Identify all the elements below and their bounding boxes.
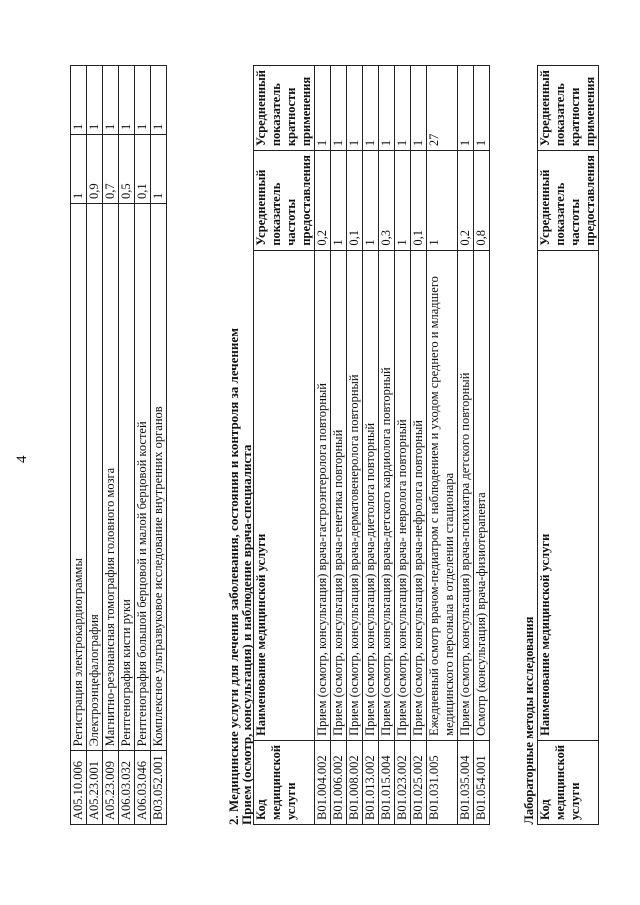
service-name: Прием (осмотр, консультация) врача-нефролога повторный (411, 250, 427, 740)
service-name: Прием (осмотр, консультация) врача- невролога повторный (395, 250, 411, 740)
page-number: 4 (14, 455, 30, 463)
frequency-value: 1 (331, 151, 347, 251)
frequency-value: 1 (427, 151, 458, 251)
table-row (331, 66, 347, 825)
service-code: A05.23.009 (103, 751, 119, 825)
frequency-value: 0,7 (103, 135, 119, 204)
multiplicity-value: 27 (427, 66, 458, 151)
frequency-value: 0,3 (379, 151, 395, 251)
service-code: B01.025.002 (411, 740, 427, 824)
multiplicity-value: 1 (395, 66, 411, 151)
header-frequency: Усредненный показатель частоты предоставления (538, 151, 599, 251)
service-name: Прием (осмотр, консультация) врача-психиатра детского повторный (458, 250, 474, 740)
header-code: Код медицинской услуги (538, 740, 599, 824)
header-name: Наименование медицинской услуги (538, 250, 599, 740)
frequency-value: 0,1 (347, 151, 363, 251)
multiplicity-value: 1 (135, 66, 151, 135)
table-row (103, 66, 119, 825)
service-name: Прием (осмотр, консультация) врача-детского кардиолога повторный (379, 250, 395, 740)
service-name: Регистрация электрокардиограммы (71, 204, 87, 751)
multiplicity-value: 1 (458, 66, 474, 151)
service-code: B01.004.002 (315, 740, 331, 824)
frequency-value: 1 (71, 135, 87, 204)
service-code: B01.008.002 (347, 740, 363, 824)
service-code: A05.23.001 (87, 751, 103, 825)
table-row (427, 66, 458, 825)
service-name: Прием (осмотр, консультация) врача-генетика повторный (331, 250, 347, 740)
table-row (395, 66, 411, 825)
service-code: B01.031.005 (427, 740, 458, 824)
service-name: Рентгенография кисти руки (119, 204, 135, 751)
table-row (363, 66, 379, 825)
multiplicity-value: 1 (331, 66, 347, 151)
service-code: B03.052.001 (151, 751, 167, 825)
service-code: B01.015.004 (379, 740, 395, 824)
service-code: A06.03.046 (135, 751, 151, 825)
multiplicity-value: 1 (379, 66, 395, 151)
service-name: Прием (осмотр, консультация) врача-дерматовенеролога повторный (347, 250, 363, 740)
multiplicity-value: 1 (119, 66, 135, 135)
section-3-subtitle: Лабораторные методы исследования (522, 616, 536, 825)
diagnostics-table-continued (70, 65, 167, 825)
frequency-value: 0,2 (315, 151, 331, 251)
multiplicity-value: 1 (474, 66, 490, 151)
laboratory-methods-table (522, 65, 599, 825)
multiplicity-value: 1 (315, 66, 331, 151)
header-multiplicity: Усредненный показатель кратности применения (254, 66, 315, 151)
table-row (474, 66, 490, 825)
header-frequency: Усредненный показатель частоты предоставления (254, 151, 315, 251)
service-name: Магнитно-резонансная томография головного мозга (103, 204, 119, 751)
frequency-value: 1 (363, 151, 379, 251)
frequency-value: 0,8 (474, 151, 490, 251)
multiplicity-value: 1 (347, 66, 363, 151)
section-2-title: 2. Медицинские услуги для лечения заболевания, состояния и контроля за лечением (226, 327, 241, 825)
service-code: B01.054.001 (474, 740, 490, 824)
header-name: Наименование медицинской услуги (254, 250, 315, 740)
multiplicity-value: 1 (87, 66, 103, 135)
frequency-value: 1 (395, 151, 411, 251)
table-row (135, 66, 151, 825)
service-code: A06.03.032 (119, 751, 135, 825)
table-row (379, 66, 395, 825)
table-row (315, 66, 331, 825)
header-code: Код медицинской услуги (254, 740, 315, 824)
service-code: A05.10.006 (71, 751, 87, 825)
service-name: Ежедневный осмотр врачом-педиатром с наблюдением и уходом среднего и младшего медицинского персонала в отделении стационара (427, 250, 458, 740)
frequency-value: 1 (151, 135, 167, 204)
service-name: Рентгенография большой берцовой и малой берцовой костей (135, 204, 151, 751)
frequency-value: 0,1 (135, 135, 151, 204)
frequency-value: 0,2 (458, 151, 474, 251)
multiplicity-value: 1 (411, 66, 427, 151)
frequency-value: 0,5 (119, 135, 135, 204)
table-row (71, 66, 87, 825)
multiplicity-value: 1 (71, 66, 87, 135)
table-row (119, 66, 135, 825)
frequency-value: 0,9 (87, 135, 103, 204)
section-2-subtitle: Прием (осмотр, консультация) и наблюдение врача-специалиста (239, 444, 254, 825)
table-row (151, 66, 167, 825)
multiplicity-value: 1 (363, 66, 379, 151)
service-code: B01.035.004 (458, 740, 474, 824)
frequency-value: 0,1 (411, 151, 427, 251)
service-code: B01.023.002 (395, 740, 411, 824)
table-row (458, 66, 474, 825)
service-code: B01.006.002 (331, 740, 347, 824)
service-name: Прием (осмотр, консультация) врача-диетолога повторный (363, 250, 379, 740)
multiplicity-value: 1 (151, 66, 167, 135)
table-row (411, 66, 427, 825)
service-name: Прием (осмотр, консультация) врача-гастроэнтеролога повторный (315, 250, 331, 740)
service-name: Осмотр (консультация) врача-физиотерапевта (474, 250, 490, 740)
header-multiplicity: Усредненный показатель кратности применения (538, 66, 599, 151)
table-row (87, 66, 103, 825)
service-code: B01.013.002 (363, 740, 379, 824)
table-row (347, 66, 363, 825)
service-name: Электроэнцефалография (87, 204, 103, 751)
multiplicity-value: 1 (103, 66, 119, 135)
specialist-consultation-table (253, 65, 490, 825)
service-name: Комплексное ультразвуковое исследование внутренних органов (151, 204, 167, 751)
